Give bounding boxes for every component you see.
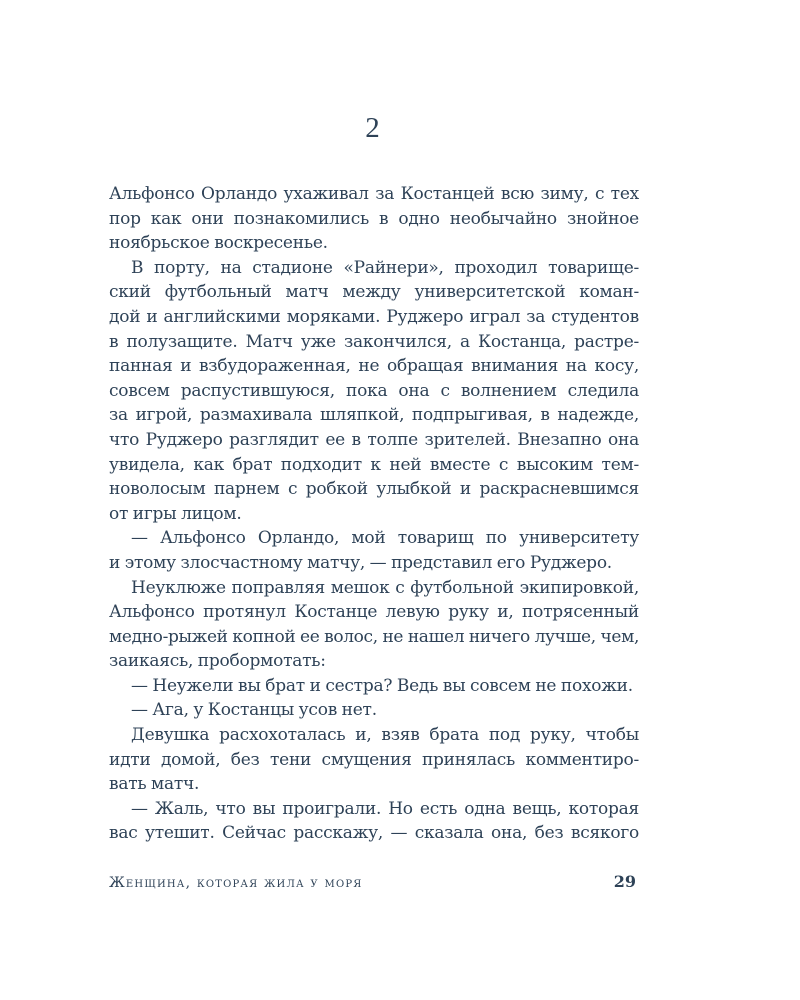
body-text — [109, 182, 639, 846]
text-line: вать матч. — [109, 774, 200, 795]
text-line: идти домой, без тени смущения принялась комментиро- — [109, 749, 639, 770]
text-line: увидела, как брат подходит к ней вместе с высоким тем- — [109, 454, 639, 475]
text-line: что Руджеро разглядит ее в толпе зрителей. Внезапно она — [109, 429, 639, 450]
text-line: за игрой, размахивала шляпкой, подпрыгивая, в надежде, — [109, 405, 639, 426]
text-line: в полузащите. Матч уже закончился, а Костанца, растре- — [109, 331, 639, 352]
text-line: медно-рыжей копной ее волос, не нашел ничего лучше, чем, — [109, 626, 639, 647]
text-line: ский футбольный матч между университетской коман- — [109, 282, 639, 303]
page-number: 29 — [613, 872, 636, 891]
text-line: совсем распустившуюся, пока она с волнением следила — [109, 380, 639, 401]
text-line: — Ага, у Костанцы усов нет. — [131, 700, 377, 721]
text-line: Альфонсо протянул Костанце левую руку и, потрясенный — [109, 602, 639, 623]
text-line: от игры лицом. — [109, 503, 242, 524]
text-line: ноябрьское воскресенье. — [109, 233, 328, 254]
text-line: В порту, на стадионе «Райнери», проходил товарище- — [131, 257, 639, 278]
text-line: и этому злосчастному матчу, — представил его Руджеро. — [109, 552, 612, 573]
text-line: Неуклюже поправляя мешок с футбольной экипировкой, — [131, 577, 639, 598]
text-line: новолосым парнем с робкой улыбкой и раскрасневшимся — [109, 479, 639, 500]
text-line: заикаясь, пробормотать: — [109, 651, 326, 672]
text-line: Альфонсо Орландо ухаживал за Костанцей всю зиму, с тех — [109, 184, 639, 204]
text-line: вас утешит. Сейчас расскажу, — сказала она, без всякого — [109, 823, 639, 844]
text-line: дой и английскими моряками. Руджеро играл за студентов — [109, 306, 639, 327]
text-line: — Альфонсо Орландо, мой товарищ по университету — [131, 528, 639, 549]
text-line: — Неужели вы брат и сестра? Ведь вы совсем не похожи. — [131, 675, 633, 696]
running-title: Женщина, которая жила у моря — [109, 875, 363, 891]
chapter-number: 2 — [365, 112, 380, 144]
page-footer — [109, 872, 639, 896]
text-line: Девушка расхохоталась и, взяв брата под руку, чтобы — [131, 725, 639, 746]
text-line: панная и взбудораженная, не обращая внимания на косу, — [109, 356, 639, 377]
text-line: — Жаль, что вы проиграли. Но есть одна вещь, которая — [131, 798, 639, 819]
text-line: пор как они познакомились в одно необычайно знойное — [109, 208, 639, 229]
